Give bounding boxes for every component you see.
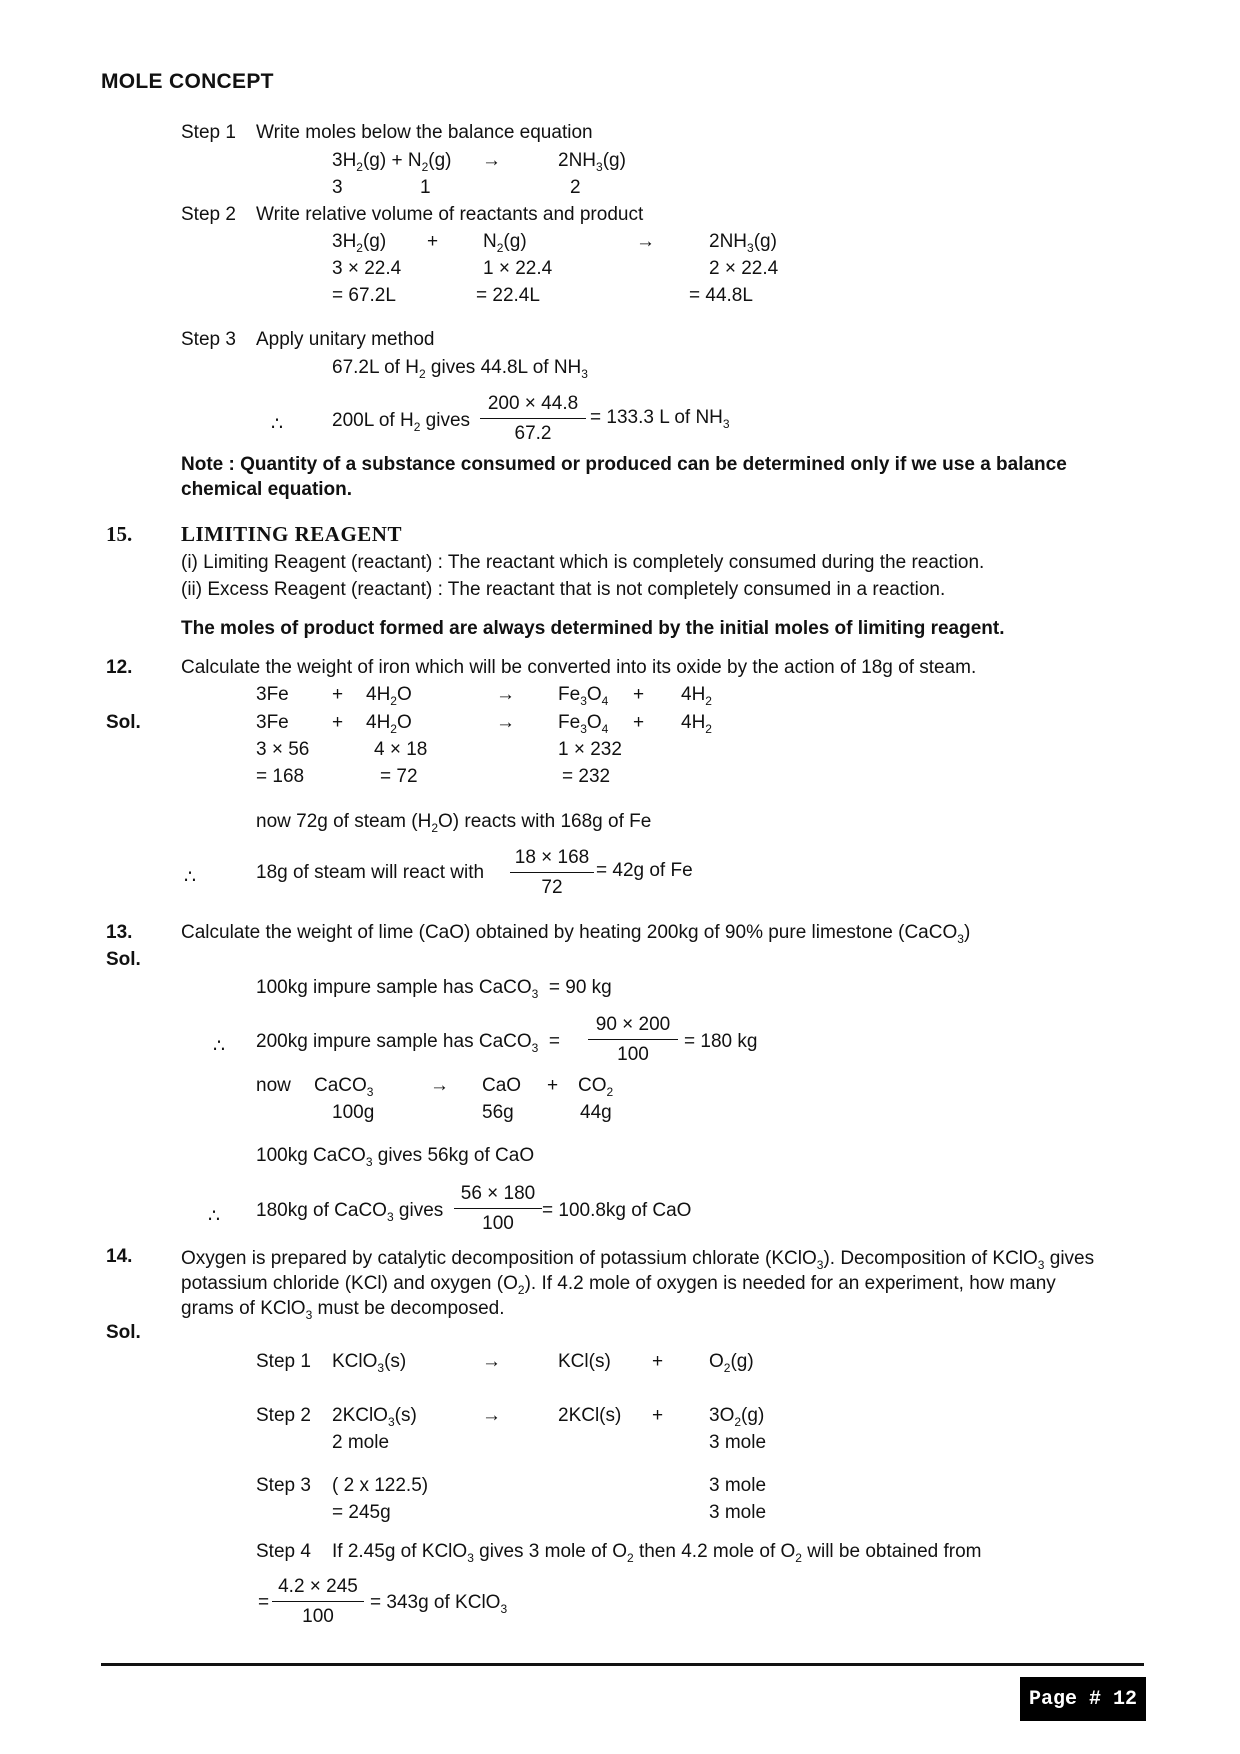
step-label: Step 2: [181, 204, 236, 225]
question-text: Calculate the weight of lime (CaO) obtained by heating 200kg of 90% pure limestone (CaCO$_3$): [181, 922, 971, 946]
numerator: 4.2 × 245: [278, 1576, 358, 1597]
fraction: [272, 1576, 364, 1628]
denominator: 100: [588, 1039, 678, 1066]
plus-sign: +: [332, 712, 344, 733]
note: Note : Quantity of a substance consumed or produced can be determined only if we use a balance chemical equation.: [181, 454, 1067, 500]
result: = 133.3 L of $NH_3$: [590, 407, 730, 431]
volume-result: = 67.2L: [332, 285, 396, 306]
question-text: Calculate the weight of iron which will be converted into its oxide by the action of 18g of steam.: [181, 657, 977, 678]
plus-sign: +: [332, 684, 344, 705]
mass-value: 3 × 56: [256, 739, 310, 760]
statement: 67.2L of $H_2$ gives 44.8L of $NH_3$: [332, 357, 588, 381]
result: = 343g of KClO$_3$: [370, 1592, 508, 1616]
numerator: 200 × 44.8: [487, 393, 579, 414]
arrow-icon: →: [496, 684, 515, 705]
statement: 18g of steam will react with: [256, 862, 485, 883]
equation: 2KClO$_3$(s): [332, 1405, 417, 1429]
now-label: now: [256, 1075, 291, 1096]
equation: $3O_2(g)$: [709, 1405, 765, 1429]
mass-value: 100g: [332, 1102, 375, 1123]
solution-label: Sol.: [106, 712, 141, 733]
mole-value: 3 mole: [709, 1475, 767, 1496]
mole-value: 1: [420, 177, 431, 198]
therefore-symbol: ∴: [208, 1206, 221, 1227]
equation: $3H_2(g)$: [332, 231, 387, 255]
equation: $N_2(g)$: [483, 231, 527, 255]
mole-value: 2 mole: [332, 1432, 390, 1453]
page-title: MOLE CONCEPT: [101, 70, 274, 93]
plus-sign: +: [547, 1075, 559, 1096]
plus-sign: +: [633, 684, 645, 705]
denominator: 67.2: [480, 418, 586, 445]
therefore-symbol: ∴: [271, 414, 284, 435]
arrow-icon: →: [636, 231, 655, 252]
step-text: Write moles below the balance equation: [256, 122, 593, 143]
volume-value: 2 × 22.4: [709, 258, 779, 279]
solution-label: Sol.: [106, 1322, 141, 1343]
arrow-icon: →: [482, 150, 501, 171]
mole-value: 3: [332, 177, 343, 198]
step-label: Step 3: [256, 1475, 311, 1496]
equation: CaO: [482, 1075, 522, 1096]
statement: 200kg impure sample has CaCO$_3$ =: [256, 1031, 560, 1055]
step-label: Step 1: [256, 1351, 311, 1372]
question-text: Oxygen is prepared by catalytic decomposition of potassium chlorate (KClO$_3$). Decomposition of KClO$_3$ gives potassium chloride (KCl) and oxygen $(O_2)$. If 4.2 mole of oxygen is needed for an experiment, how many grams of KClO$_3$ must be decomposed.: [181, 1248, 1095, 1322]
fraction: [454, 1183, 542, 1235]
equation: 2KCl(s): [558, 1405, 622, 1426]
mole-value: 2: [570, 177, 581, 198]
equation: KClO$_3$(s): [332, 1351, 407, 1375]
mass-result: = 72: [380, 766, 418, 787]
volume-result: = 22.4L: [476, 285, 540, 306]
footer-rule: [101, 1663, 1144, 1666]
page-number-badge: Page # 12: [1020, 1677, 1146, 1721]
step-text: Apply unitary method: [256, 329, 435, 350]
equation: $3H_2(g) + N_2(g)$: [332, 150, 452, 174]
denominator: 100: [272, 1601, 364, 1628]
step-label: Step 1: [181, 122, 236, 143]
equation: $4H_2O$: [366, 712, 412, 736]
calc-value: ( 2 x 122.5): [332, 1475, 429, 1496]
result: = 100.8kg of CaO: [542, 1200, 692, 1221]
numerator: 90 × 200: [595, 1014, 671, 1035]
result: = 42g of Fe: [596, 860, 693, 881]
mass-result: = 232: [562, 766, 611, 787]
mole-value: 3 mole: [709, 1432, 767, 1453]
question-number: 12.: [106, 657, 133, 678]
step-label: Step 4: [256, 1541, 311, 1562]
section-number: 15.: [106, 522, 133, 546]
statement: 180kg of CaCO$_3$ gives: [256, 1200, 444, 1224]
equation: 3Fe: [256, 712, 289, 733]
arrow-icon: →: [496, 712, 515, 733]
equation: $CO_2$: [578, 1075, 614, 1099]
question-number: 13.: [106, 922, 133, 943]
arrow-icon: →: [482, 1405, 501, 1426]
fraction: [480, 393, 586, 445]
plus-sign: +: [633, 712, 645, 733]
equation: CaCO$_3$: [314, 1075, 374, 1099]
equation: $Fe_3O_4$: [558, 684, 609, 708]
fraction: [510, 847, 594, 899]
equation: $4H_2O$: [366, 684, 412, 708]
volume-result: = 44.8L: [689, 285, 753, 306]
definition-line: (ii) Excess Reagent (reactant) : The reactant that is not completely consumed in a reaction.: [181, 579, 946, 600]
section-heading: LIMITING REAGENT: [181, 522, 402, 546]
step-text: Write relative volume of reactants and product: [256, 204, 644, 225]
numerator: 18 × 168: [514, 847, 590, 868]
question-number: 14.: [106, 1246, 133, 1267]
equation: $2NH_3(g)$: [558, 150, 626, 174]
equation: 3Fe: [256, 684, 289, 705]
statement: 200L of $H_2$ gives: [332, 410, 471, 434]
statement: now 72g of steam $(H_2O)$ reacts with 168g of Fe: [256, 811, 652, 835]
equation: $Fe_3O_4$: [558, 712, 609, 736]
calc-value: = 245g: [332, 1502, 391, 1523]
equals-sign: =: [258, 1592, 270, 1613]
mass-value: 1 × 232: [558, 739, 622, 760]
fraction: [588, 1014, 678, 1066]
equation: $4H_2$: [681, 684, 712, 708]
denominator: 72: [510, 872, 594, 899]
step-label: Step 2: [256, 1405, 311, 1426]
statement: 100kg CaCO$_3$ gives 56kg of CaO: [256, 1145, 535, 1169]
volume-value: 3 × 22.4: [332, 258, 402, 279]
mass-value: 44g: [580, 1102, 612, 1123]
equation: $O_2(g)$: [709, 1351, 754, 1375]
denominator: 100: [454, 1208, 542, 1235]
result-text: = 343g of KClO: [370, 1592, 501, 1613]
plus-sign: +: [652, 1351, 664, 1372]
volume-value: 1 × 22.4: [483, 258, 553, 279]
mass-value: 56g: [482, 1102, 514, 1123]
mole-value: 3 mole: [709, 1502, 767, 1523]
statement: 100kg impure sample has CaCO$_3$ = 90 kg: [256, 977, 612, 1001]
arrow-icon: →: [430, 1075, 449, 1096]
equation: $2NH_3(g)$: [709, 231, 777, 255]
equation: $4H_2$: [681, 712, 712, 736]
mass-result: = 168: [256, 766, 305, 787]
therefore-symbol: ∴: [184, 867, 197, 888]
result: = 180 kg: [684, 1031, 758, 1052]
numerator: 56 × 180: [460, 1183, 536, 1204]
arrow-icon: →: [482, 1351, 501, 1372]
result-text: = 133.3 L of NH: [590, 407, 723, 428]
question-text-main: Calculate the weight of lime (CaO) obtained by heating 200kg of 90% pure limestone (CaCO: [181, 922, 958, 943]
solution-label: Sol.: [106, 949, 141, 970]
step-label: Step 3: [181, 329, 236, 350]
equation: KCl(s): [558, 1351, 611, 1372]
plus-sign: +: [427, 231, 439, 252]
plus-sign: +: [652, 1405, 664, 1426]
mass-value: 4 × 18: [374, 739, 428, 760]
definition-line: (i) Limiting Reagent (reactant) : The reactant which is completely consumed during the reaction.: [181, 552, 985, 573]
therefore-symbol: ∴: [213, 1036, 226, 1057]
highlight-line: The moles of product formed are always determined by the initial moles of limiting reagent.: [181, 618, 1005, 639]
statement: If 2.45g of KClO$_3$ gives 3 mole of $O_2$ then 4.2 mole of $O_2$ will be obtained from: [332, 1541, 982, 1565]
